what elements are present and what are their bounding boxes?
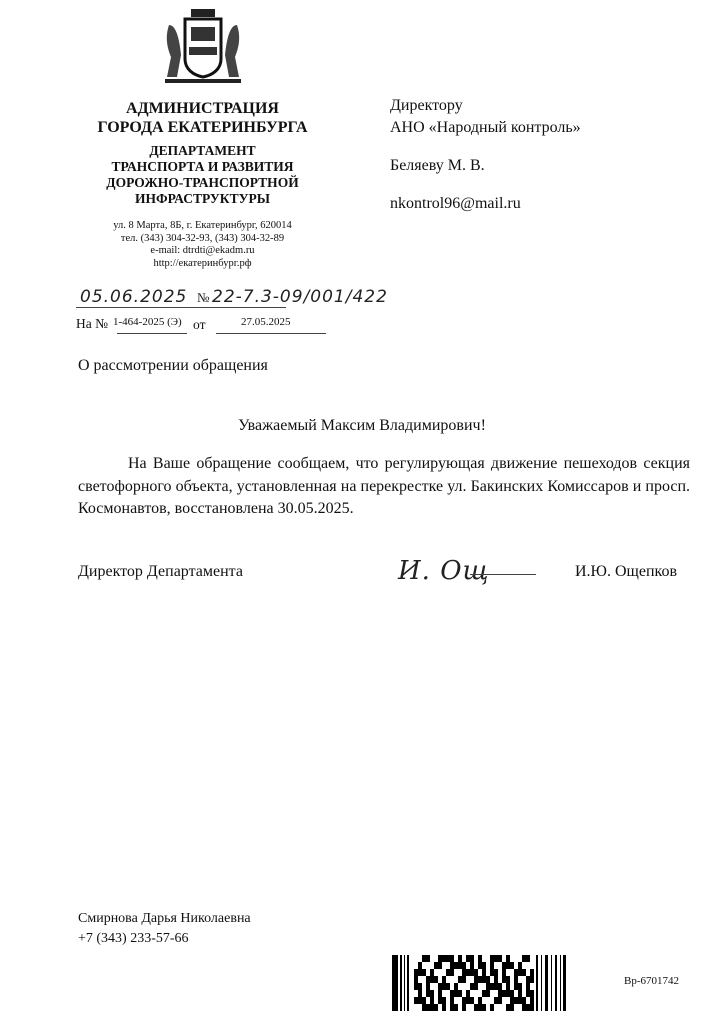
website: http://екатеринбург.рф bbox=[153, 257, 252, 269]
reg-number: 22-7.3-09/001/422 bbox=[212, 287, 388, 307]
letter-body: На Ваше обращение сообщаем, что регулирующая движение пешеходов секция светофорного объекта, установленная на перекрестке ул. Бакинских Комиссаров и просп. Космонавтов, восстановлена 30.05.2025. bbox=[78, 455, 690, 517]
addressee-email: nkontrol96@mail.ru bbox=[390, 195, 521, 212]
signer-position: Директор Департамента bbox=[78, 563, 243, 580]
city-crest-icon bbox=[163, 5, 243, 87]
address: ул. 8 Марта, 8Б, г. Екатеринбург, 620014 bbox=[113, 220, 292, 231]
email: e-mail: dtrdti@ekadm.ru bbox=[150, 245, 255, 256]
ref-from: от bbox=[193, 317, 206, 332]
ref-date: 27.05.2025 bbox=[241, 316, 291, 328]
dept-line: ДОРОЖНО-ТРАНСПОРТНОЙ bbox=[106, 175, 299, 190]
executor-phone: +7 (343) 233-57-66 bbox=[78, 931, 189, 946]
addressee-position: Директору bbox=[390, 97, 463, 114]
dept-title bbox=[60, 143, 345, 207]
salutation: Уважаемый Максим Владимирович! bbox=[238, 417, 486, 434]
number-sign: № bbox=[197, 290, 210, 305]
ref-number: 1-464-2025 (Э) bbox=[113, 316, 182, 328]
dept-line: ИНФРАСТРУКТУРЫ bbox=[135, 191, 270, 206]
org-line: АДМИНИСТРАЦИЯ bbox=[126, 100, 279, 117]
reg-date: 05.06.2025 bbox=[80, 287, 188, 307]
addressee-org: АНО «Народный контроль» bbox=[390, 119, 581, 136]
ref-prefix: На № bbox=[76, 316, 108, 331]
org-title bbox=[60, 99, 345, 137]
phone: тел. (343) 304-32-93, (343) 304-32-89 bbox=[120, 232, 285, 244]
barcode-id: Вр-6701742 bbox=[624, 975, 679, 987]
addressee-name: Беляеву М. В. bbox=[390, 157, 485, 174]
contacts bbox=[60, 220, 345, 270]
barcode bbox=[392, 955, 566, 1011]
org-line: ГОРОДА ЕКАТЕРИНБУРГА bbox=[97, 119, 308, 136]
subject: О рассмотрении обращения bbox=[78, 357, 268, 374]
signer-name: И.Ю. Ощепков bbox=[575, 563, 678, 580]
signature-handwritten: И. Ощ bbox=[398, 556, 490, 586]
executor-name: Смирнова Дарья Николаевна bbox=[78, 911, 251, 926]
dept-line: ТРАНСПОРТА И РАЗВИТИЯ bbox=[111, 159, 294, 174]
dept-line: ДЕПАРТАМЕНТ bbox=[149, 143, 256, 158]
